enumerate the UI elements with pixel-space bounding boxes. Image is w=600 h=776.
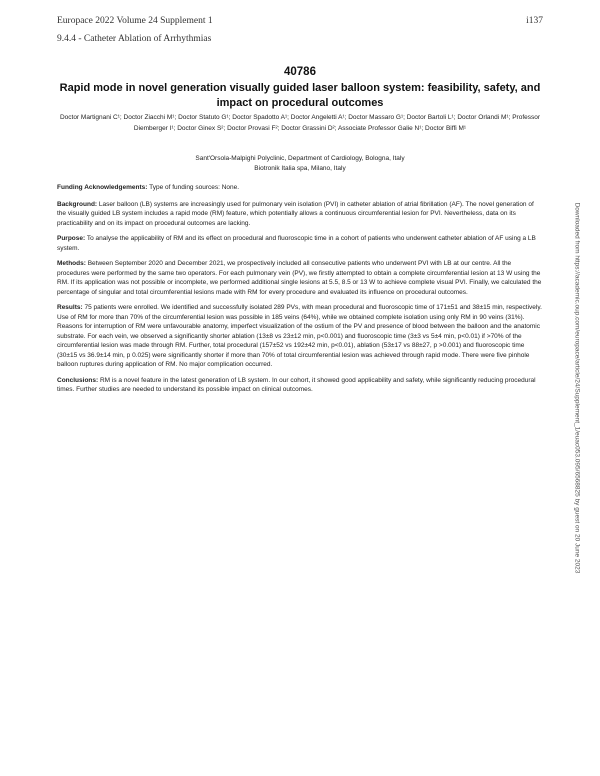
purpose-text: To analyse the applicability of RM and its effect on procedural and fluoroscopic time in a cohort of patients who underwent catheter ablation of AF using a LB system. xyxy=(57,235,536,252)
background-text: Laser balloon (LB) systems are increasingly used for pulmonary vein isolation (PVI) in catheter ablation of atrial fibrillation (AF). The novel generation of the visually guided LB system includes a rapid mode (RM) feature, which potentially allows a continuous circumferential lesion for PVI. Nevertheless, data on its practicability and on its impact on procedural outcomes are lacking. xyxy=(57,200,534,227)
section-heading: 9.4.4 - Catheter Ablation of Arrhythmias xyxy=(57,34,212,44)
methods-label: Methods: xyxy=(57,260,86,267)
results-paragraph xyxy=(57,303,543,370)
purpose-label: Purpose: xyxy=(57,235,86,242)
running-head xyxy=(57,16,543,30)
abstract-number: 40786 xyxy=(284,66,316,78)
journal-citation: Europace 2022 Volume 24 Supplement 1 xyxy=(57,16,213,26)
funding-text: Type of funding sources: None. xyxy=(147,184,240,191)
methods-text: Between September 2020 and December 2021, we prospectively included all consecutive patients who underwent PVI with LB at our centre. All the procedures were performed by the same two operators. For each pulmonary vein (PV), we firstly attempted to obtain a complete circumferential lesion at 13 W using the RM. If its application was not possible or incomplete, we performed additional single lesions at 5.5, 8.5 or 13 W to achieve complete visual PVI. Finally, we calculated the percentage of singular and total circumferential lesions made with RM for every procedure and evaluated its influence on procedural outcomes. xyxy=(57,260,542,296)
funding-label: Funding Acknowledgements: xyxy=(57,184,148,191)
conclusions-label: Conclusions: xyxy=(57,376,99,384)
methods-paragraph xyxy=(57,259,543,297)
conclusions-paragraph xyxy=(57,376,543,395)
download-watermark: Downloaded from https://academic.oup.com/europace/article/24/Supplement_1/euac053.095/6568825 by guest on 20 June 2023 xyxy=(573,202,581,574)
funding-paragraph xyxy=(57,183,543,193)
affiliations xyxy=(57,154,543,174)
results-label: Results: xyxy=(57,304,83,311)
author-list: Doctor Martignani C¹; Doctor Ziacchi M¹; Doctor Statuto G¹; Doctor Spadotto A¹; Doctor Angeletti A¹; Doctor Massaro G¹; Doctor Bartoli L¹; Doctor Orlandi M¹; Professor Diemberger I¹; Doctor Ginex S²; Doctor Provasi F²; Doctor Grassini D²; Associate Professor Galie N¹; Doctor Biffi M¹ xyxy=(59,114,541,132)
page-number: i137 xyxy=(526,16,543,26)
affiliation-1: Sant'Orsola-Malpighi Polyclinic, Department of Cardiology, Bologna, Italy xyxy=(195,155,405,162)
conclusions-text: RM is a novel feature in the latest generation of LB system. In our cohort, it showed good applicability and safety, while significantly reducing procedural times. Further studies are needed to understand its possible impact on clinical outcomes. xyxy=(57,376,536,393)
abstract-body xyxy=(57,183,543,401)
background-label: Background: xyxy=(57,200,98,208)
results-text: 75 patients were enrolled. We identified and successfully isolated 289 PVs, with mean procedural and fluoroscopic time of 171±51 and 38±15 min, respectively. Use of RM for more than 70% of the circumferential lesion was possible in 185 veins (64%), while we obtained complete isolation using only RM in 90 veins (31%). Reasons for interruption of RM were unfavourable anatomy, imperfect visualization of the ostium of the PV and presence of blood between the balloon and the anatomic substrate. For each vein, we observed a significantly shorter ablation (13±8 vs 23±12 min, p<0.001) and fluoroscopic time (3±3 vs 5±4 min, p<0.01) if >70% of the circumferential lesion was made through RM. Further, total procedural (157±52 vs 192±42 min, p<0.01), ablation (53±17 vs 88±27, p >0.001) and fluoroscopic time (30±15 vs 36.9±14 min, p 0.025) were significantly shorter if more than 70% of total circumferential lesion was achieved through rapid mode. There were five pinhole balloon ruptures during application of RM. No major complication occurred. xyxy=(57,304,542,368)
purpose-paragraph xyxy=(57,234,543,253)
background-paragraph xyxy=(57,200,543,229)
affiliation-2: Biotronik Italia spa, Milano, Italy xyxy=(254,165,346,172)
abstract-title: Rapid mode in novel generation visually guided laser balloon system: feasibility, safety, and impact on procedural outcomes xyxy=(59,82,541,109)
